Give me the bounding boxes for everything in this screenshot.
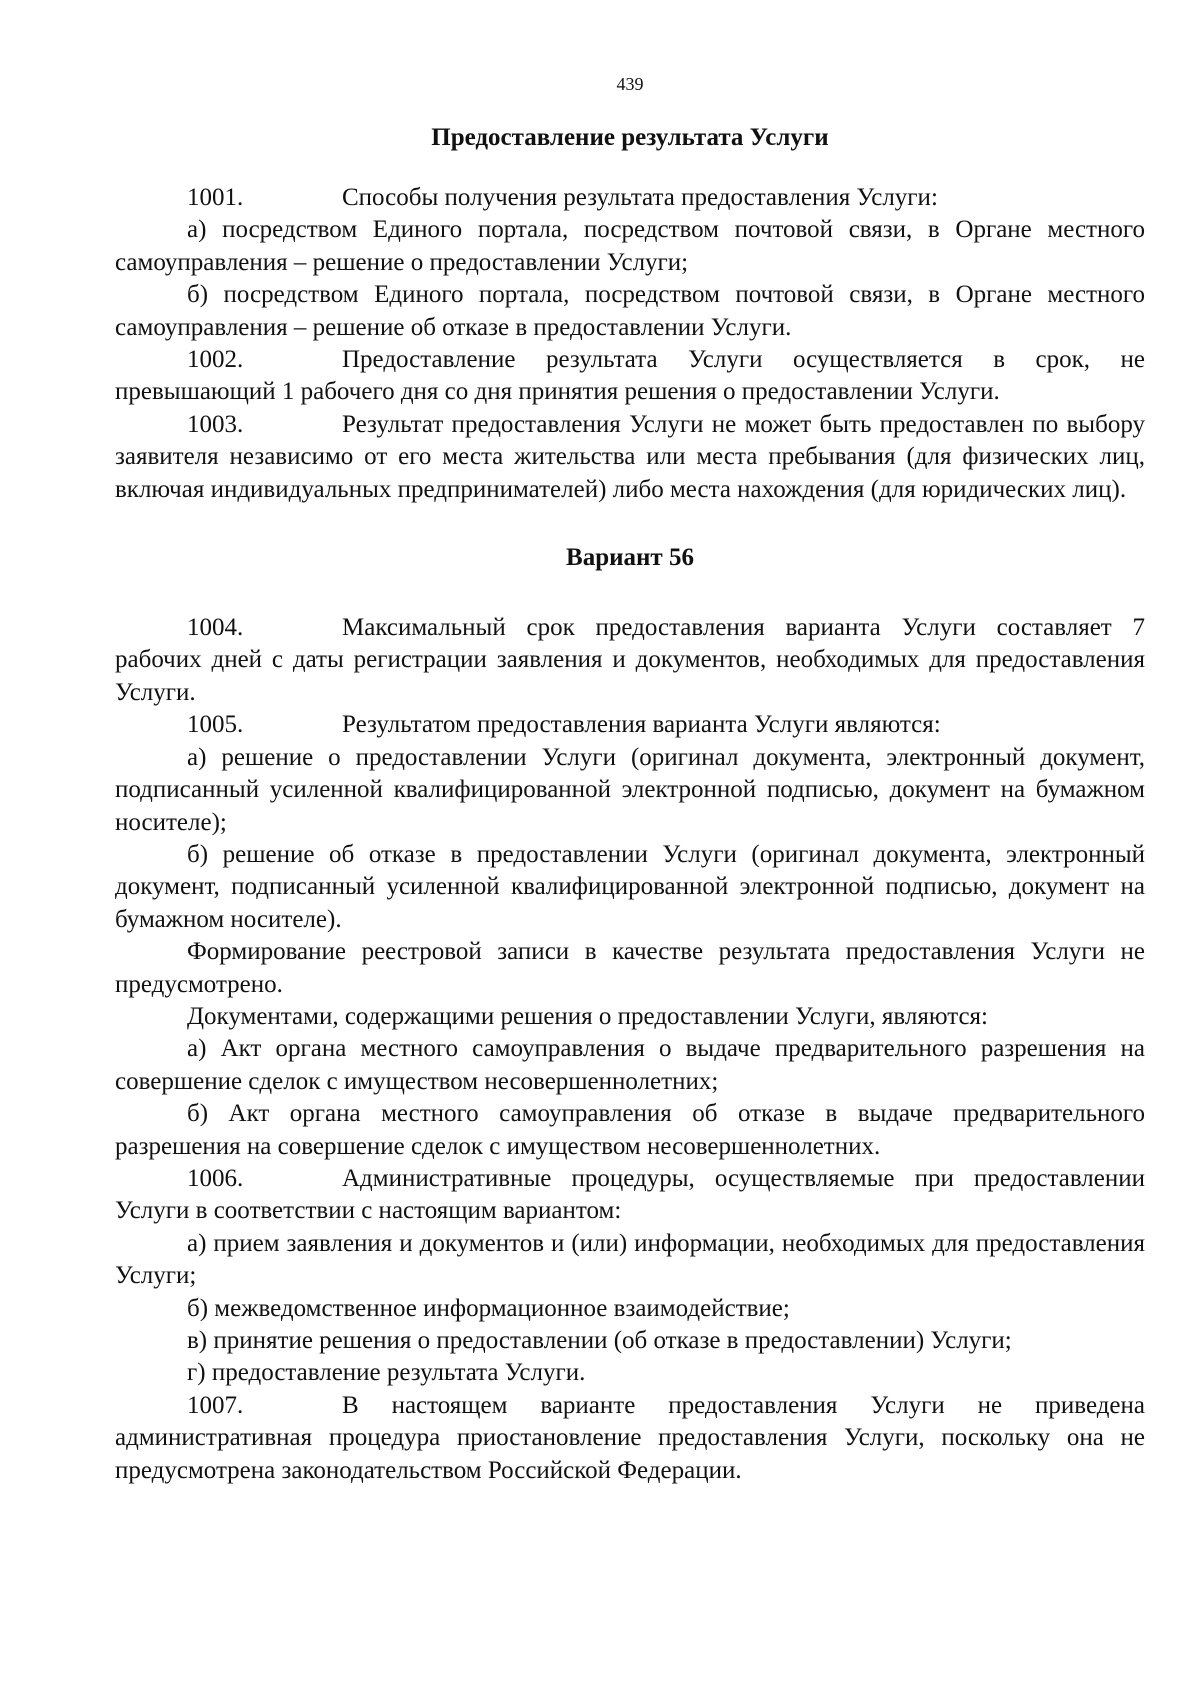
paragraph (115, 344, 1145, 409)
paragraph-text: в) принятие решения о предоставлении (об отказе в предоставлении) Услуги; (187, 1327, 1012, 1354)
paragraph-text: Результат предоставления Услуги не может быть предоставлен по выбору заявителя независимо от его места жительства или места пребывания (для физических лиц, включая индивидуальных предпринимателей) либо места нахождения (для юридических лиц). (115, 410, 1145, 503)
paragraph-text: Результатом предоставления варианта Услуги являются: (342, 711, 941, 739)
paragraph (115, 839, 1145, 936)
clause-number: 1002. (187, 346, 244, 374)
paragraph (115, 1325, 1145, 1357)
paragraph (115, 1033, 1145, 1098)
paragraph (115, 1357, 1145, 1389)
page-number: 439 (616, 74, 644, 94)
paragraph-text: б) решение об отказе в предоставлении Услуги (оригинал документа, электронный документ, подписанный усиленной квалифицированной электронной подписью, документ на бумажном носителе). (115, 840, 1145, 933)
paragraph-text: а) Акт органа местного самоуправления о выдаче предварительного разрешения на совершение сделок с имуществом несовершеннолетних; (115, 1035, 1145, 1095)
paragraph-text: Способы получения результата предоставления Услуги: (342, 184, 938, 211)
paragraph (115, 742, 1145, 839)
paragraph (115, 709, 1145, 741)
paragraph-text: а) решение о предоставлении Услуги (оригинал документа, электронный документ, подписанный усиленной квалифицированной электронной подписью, документ на бумажном носителе); (115, 743, 1145, 836)
paragraph-text: г) предоставление результата Услуги. (187, 1359, 586, 1387)
paragraph (115, 1293, 1145, 1325)
paragraph (115, 279, 1145, 344)
paragraph (115, 612, 1145, 709)
paragraph-text: а) прием заявления и документов и (или) информации, необходимых для предоставления Услуги; (115, 1229, 1145, 1290)
paragraph (115, 182, 1145, 214)
paragraph-text: б) посредством Единого портала, посредством почтовой связи, в Органе местного самоуправления – решение об отказе в предоставлении Услуги. (115, 281, 1145, 341)
paragraph-text: Документами, содержащими решения о предоставлении Услуги, являются: (187, 1002, 988, 1030)
section-variant-56 (115, 612, 1145, 1487)
clause-number: 1005. (187, 711, 244, 739)
paragraph-text: Максимальный срок предоставления варианта Услуги составляет 7 рабочих дней с даты регистрации заявления и документов, необходимых для предоставления Услуги. (115, 614, 1145, 706)
paragraph (115, 214, 1145, 279)
paragraph (115, 1001, 1145, 1033)
paragraph (115, 409, 1145, 506)
paragraph-text: Формирование реестровой записи в качестве результата предоставления Услуги не предусмотрено. (115, 938, 1145, 998)
section-result-delivery (115, 182, 1145, 506)
paragraph (115, 1228, 1145, 1293)
paragraph (115, 1390, 1145, 1487)
paragraph (115, 1098, 1145, 1163)
clause-number: 1003. (187, 410, 244, 438)
paragraph-text: б) межведомственное информационное взаимодействие; (187, 1294, 790, 1322)
clause-number: 1001. (187, 184, 244, 211)
paragraph-text: б) Акт органа местного самоуправления об отказе в выдаче предварительного разрешения на совершение сделок с имуществом несовершеннолетних. (115, 1100, 1145, 1160)
heading-variant: Вариант 56 (566, 544, 694, 572)
clause-number: 1006. (187, 1164, 244, 1192)
heading-result: Предоставление результата Услуги (431, 124, 829, 151)
paragraph-text: В настоящем варианте предоставления Услуги не приведена административная процедура приостановление предоставления Услуги, поскольку она не предусмотрена законодательством Российской Федерации. (115, 1391, 1145, 1484)
paragraph-text: Административные процедуры, осуществляемые при предоставлении Услуги в соответствии с настоящим вариантом: (115, 1164, 1145, 1225)
paragraph-text: а) посредством Единого портала, посредством почтовой связи, в Органе местного самоуправления – решение о предоставлении Услуги; (115, 216, 1145, 276)
clause-number: 1007. (187, 1391, 244, 1419)
paragraph-text: Предоставление результата Услуги осуществляется в срок, не превышающий 1 рабочего дня со дня принятия решения о предоставлении Услуги. (115, 346, 1145, 406)
paragraph (115, 1163, 1145, 1228)
clause-number: 1004. (187, 614, 244, 642)
paragraph (115, 936, 1145, 1001)
